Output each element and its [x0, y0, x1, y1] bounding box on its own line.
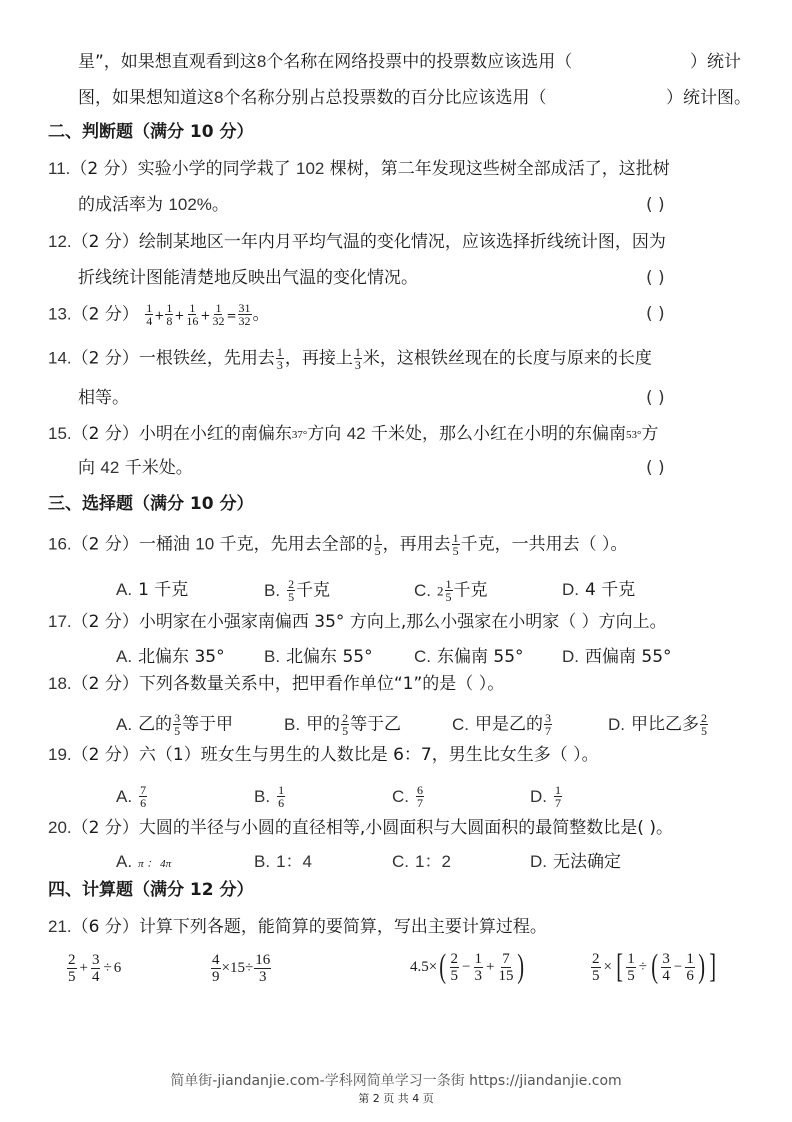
text: 计算下列各题，能简算的要简算，写出主要计算过程。	[138, 917, 547, 937]
option-text: 4 千克	[585, 580, 636, 600]
fraction: $\frac{1}{3}$	[474, 950, 483, 984]
left-paren: (	[651, 948, 659, 985]
option-label: B.	[254, 852, 271, 871]
option-text: 等于甲	[182, 714, 234, 735]
fraction: $\frac{2}{5}$	[342, 711, 349, 738]
option-label: A.	[116, 714, 133, 734]
text: 棵树，第二年发现这些树全部成活了，这批树	[324, 159, 670, 179]
fraction: $\frac{1}{3}$	[354, 345, 361, 372]
text: 图，如果想知道这	[78, 88, 214, 108]
question-score: （2 分）	[71, 612, 139, 632]
fraction: $\frac{2}{5}$	[288, 577, 295, 604]
expression-4	[590, 950, 718, 984]
degree-value: 37°	[291, 429, 308, 441]
question-number: 16.	[48, 534, 72, 554]
number: 102%	[168, 195, 212, 214]
text: 米，这根铁丝现在的长度与原来的长度	[362, 348, 652, 369]
option-label: A.	[116, 852, 133, 871]
section-title-calculation: 四、计算题（满分 12 分）	[48, 880, 254, 900]
question-number: 14.	[48, 348, 72, 368]
option-label: C.	[414, 647, 431, 666]
number: 8	[256, 52, 267, 71]
option-label: D.	[608, 714, 625, 734]
text: 一根铁丝，先用去	[138, 348, 275, 369]
fraction: $\frac{1}{16}$	[186, 301, 199, 328]
option-label: C.	[392, 786, 409, 806]
answer-blank-13[interactable]: ( )	[646, 304, 665, 324]
continuation-line-2	[78, 86, 546, 110]
option-text: 甲的	[306, 714, 341, 735]
option-label: C.	[452, 714, 469, 734]
option-18-c[interactable]	[452, 712, 553, 737]
fraction: $\frac{7}{6}$	[140, 783, 147, 810]
option-17-b[interactable]	[264, 645, 373, 669]
option-label: B.	[264, 647, 281, 666]
plus-sign: +	[154, 308, 165, 323]
number: 8	[214, 88, 224, 107]
question-14-line-2: 相等。	[78, 388, 129, 408]
question-15-line-2	[78, 456, 193, 480]
option-16-a[interactable]	[116, 578, 188, 602]
fraction: $\frac{31}{32}$	[238, 301, 251, 328]
option-19-d[interactable]	[530, 784, 563, 809]
fraction: $\frac{2}{5}$	[592, 950, 600, 984]
operator: ×	[603, 958, 612, 975]
text: ，再用去	[382, 534, 451, 555]
operator: −	[462, 958, 471, 975]
option-label: B.	[284, 714, 301, 734]
text: 绘制某地区一年内月平均气温的变化情况，应该选择折线统计图，因为	[138, 232, 666, 252]
question-score: （2 分）	[71, 674, 139, 694]
question-11-line-2	[78, 193, 229, 217]
fraction: $\frac{1}{32}$	[212, 301, 225, 328]
option-text: 甲是乙的	[475, 714, 543, 735]
option-label: B.	[254, 786, 271, 806]
fraction: $\frac{2}{5}$	[701, 711, 707, 738]
question-11	[48, 157, 670, 181]
left-bracket: [	[616, 948, 624, 985]
question-14	[48, 346, 652, 371]
operator: ÷	[638, 958, 648, 975]
fraction: $\frac{16}{3}$	[255, 952, 271, 985]
text: 个名称分别占总投票数的百分比应该选用（	[223, 88, 547, 108]
expression-3	[410, 950, 527, 984]
number: 102	[296, 159, 325, 178]
fraction: $\frac{1}{8}$	[166, 301, 173, 328]
question-12-line-2: 折线统计图能清楚地反映出气温的变化情况。	[78, 268, 418, 288]
fraction: $\frac{3}{5}$	[174, 711, 181, 738]
question-number: 19.	[48, 745, 72, 764]
option-20-a[interactable]	[116, 850, 171, 876]
number: 42	[346, 424, 366, 443]
operator: −	[673, 958, 683, 975]
option-label: C.	[414, 580, 431, 600]
option-label: D.	[530, 786, 547, 806]
fraction: $\frac{7}{15}$	[498, 950, 514, 984]
option-label: D.	[530, 852, 547, 871]
question-20	[48, 816, 673, 840]
operator: ×15÷	[221, 960, 254, 976]
fraction: $\frac{2}{5}$	[450, 950, 459, 984]
option-16-b[interactable]	[264, 578, 330, 603]
question-score: （2 分）	[70, 159, 138, 179]
section-title-choice: 三、选择题（满分 10 分）	[48, 494, 254, 514]
section-title-judgment: 二、判断题（满分 10 分）	[48, 122, 254, 142]
expression-2	[210, 952, 272, 985]
equals-sign: =	[226, 308, 237, 323]
fraction: $\frac{2}{5}$	[68, 952, 76, 985]
question-score: （2 分）	[71, 745, 139, 765]
question-score: （2 分）	[71, 534, 139, 555]
right-bracket: ]	[709, 948, 717, 985]
left-paren: (	[439, 948, 447, 985]
question-16	[48, 532, 628, 557]
option-text: 千克	[296, 580, 331, 601]
fraction: $\frac{3}{4}$	[662, 950, 670, 984]
option-text: 1：2	[415, 852, 451, 871]
number: 6	[113, 960, 122, 976]
text: 个名称在网络投票中的投票数应该选用（	[266, 52, 573, 72]
option-text: 千克	[453, 580, 488, 601]
answer-blank-15[interactable]: ( )	[646, 458, 665, 478]
continuation-line-1-end: ）统计	[690, 52, 741, 72]
question-number: 15.	[48, 424, 72, 443]
answer-blank-12[interactable]: ( )	[646, 268, 665, 288]
answer-blank-14[interactable]: ( )	[646, 388, 665, 408]
text: 千克，一共用去（ ）。	[460, 534, 628, 555]
fraction: $\frac{3}{4}$	[91, 952, 100, 985]
expression-1	[66, 952, 121, 985]
text: 星”，如果想直观看到这	[78, 52, 257, 72]
text: 方	[641, 424, 659, 444]
option-20-d[interactable]	[530, 850, 621, 874]
option-18-b[interactable]	[284, 712, 401, 737]
continuation-line-2-end: ）统计图。	[666, 88, 751, 108]
fraction: $\frac{1}{4}$	[146, 301, 153, 328]
fraction: $\frac{1}{5}$	[627, 950, 635, 984]
right-paren: )	[698, 948, 705, 985]
option-text: 1 千克	[138, 580, 189, 600]
option-20-c[interactable]	[392, 850, 451, 874]
fraction: $\frac{6}{7}$	[417, 783, 423, 810]
question-number: 11.	[48, 159, 71, 178]
plus-sign: +	[174, 308, 185, 323]
text: 向	[78, 458, 101, 478]
text: 一桶油	[138, 534, 196, 555]
fraction: $\frac{1}{6}$	[686, 950, 694, 984]
text: ，再接上	[284, 348, 353, 369]
option-18-d[interactable]	[608, 712, 709, 737]
number: 10	[195, 534, 215, 554]
question-score: （2 分）	[71, 304, 139, 325]
question-score: （6 分）	[71, 917, 139, 937]
fraction: $\frac{1}{3}$	[276, 345, 283, 372]
option-text: 西偏南 55°	[585, 647, 672, 667]
option-18-a[interactable]	[116, 712, 233, 737]
question-score: （2 分）	[71, 232, 139, 252]
text: 六（1）班女生与男生的人数比是 6：7，男生比女生多（ ）。	[138, 745, 599, 765]
option-17-c[interactable]	[414, 645, 524, 669]
fraction: $\frac{1}{5}$	[452, 531, 459, 558]
continuation-line-1	[78, 50, 572, 74]
question-score: （2 分）	[71, 424, 139, 444]
option-17-a[interactable]	[116, 645, 225, 669]
option-label: A.	[116, 647, 133, 666]
option-text: 甲比乙多	[631, 714, 699, 735]
question-17	[48, 610, 667, 634]
question-number: 21.	[48, 917, 72, 936]
question-number: 13.	[48, 304, 72, 324]
text: 千克，先用去全部的	[214, 534, 373, 555]
right-paren: )	[517, 948, 525, 985]
option-17-d[interactable]	[562, 645, 672, 669]
operator: +	[486, 958, 495, 975]
plus-sign: +	[200, 308, 211, 323]
option-text: π ： 4π	[138, 858, 172, 870]
question-13	[48, 302, 270, 328]
option-text: 北偏东 35°	[138, 647, 225, 667]
option-label: D.	[562, 580, 579, 599]
option-label: C.	[392, 852, 409, 871]
option-19-a[interactable]	[116, 784, 148, 809]
question-12	[48, 230, 666, 254]
option-text: 东偏南 55°	[437, 647, 524, 667]
question-number: 17.	[48, 612, 72, 631]
fraction: $\frac{1}{7}$	[555, 783, 561, 810]
option-20-b[interactable]	[254, 850, 312, 874]
option-label: B.	[264, 580, 281, 600]
fraction: $\frac{3}{7}$	[545, 711, 551, 738]
question-19	[48, 743, 599, 767]
text: 。	[252, 304, 270, 325]
option-19-c[interactable]	[392, 784, 425, 809]
question-21	[48, 915, 547, 939]
text: 小明家在小强家南偏西 35° 方向上,那么小强家在小明家（ ）方向上。	[138, 612, 667, 632]
option-text: 等于乙	[350, 714, 402, 735]
question-18	[48, 672, 504, 696]
option-16-c[interactable]	[414, 578, 488, 604]
fraction: $\frac{1}{6}$	[278, 783, 285, 810]
text: 方向	[307, 424, 347, 444]
option-16-d[interactable]	[562, 578, 635, 602]
degree-value: 53°	[626, 429, 642, 441]
operator: ÷	[103, 960, 112, 976]
operator: +	[79, 960, 88, 976]
text: 大圆的半径与小圆的直径相等,小圆面积与大圆面积的最简整数比是( )。	[138, 818, 673, 838]
text: 实验小学的同学栽了	[137, 159, 297, 179]
fraction: $\frac{4}{9}$	[212, 952, 220, 985]
text: 千米处。	[119, 458, 193, 478]
fraction: $\frac{1}{5}$	[445, 577, 452, 604]
option-19-b[interactable]	[254, 784, 286, 809]
option-label: A.	[116, 786, 133, 806]
text: 的成活率为	[78, 195, 169, 215]
answer-blank-11[interactable]: ( )	[646, 195, 665, 215]
option-text: 乙的	[138, 714, 173, 735]
question-score: （2 分）	[71, 348, 139, 369]
option-label: D.	[562, 647, 579, 666]
lead-term: 4.5×	[410, 958, 438, 975]
text: 下列各数量关系中，把甲看作单位“1”的是（ ）。	[138, 674, 505, 694]
option-text: 无法确定	[553, 852, 621, 872]
question-number: 20.	[48, 818, 72, 837]
text: 千米处，那么小红在小明的东偏南	[365, 424, 627, 444]
option-label: A.	[116, 580, 133, 599]
whole-number: 2	[437, 583, 444, 599]
question-number: 12.	[48, 232, 72, 251]
text: 小明在小红的南偏东	[138, 424, 292, 444]
question-15	[48, 422, 658, 447]
number: 42	[100, 458, 120, 477]
question-number: 18.	[48, 674, 72, 693]
fraction: $\frac{1}{5}$	[374, 531, 381, 558]
question-score: （2 分）	[71, 818, 139, 838]
option-text: 1：4	[276, 852, 312, 871]
option-text: 北偏东 55°	[286, 647, 373, 667]
footer-watermark: 简单街-jiandanjie.com-学科网简单学习一条街 https://jiandanjie.com	[170, 1073, 622, 1089]
page-number: 第 2 页 共 4 页	[358, 1092, 434, 1105]
text: 。	[211, 195, 229, 215]
